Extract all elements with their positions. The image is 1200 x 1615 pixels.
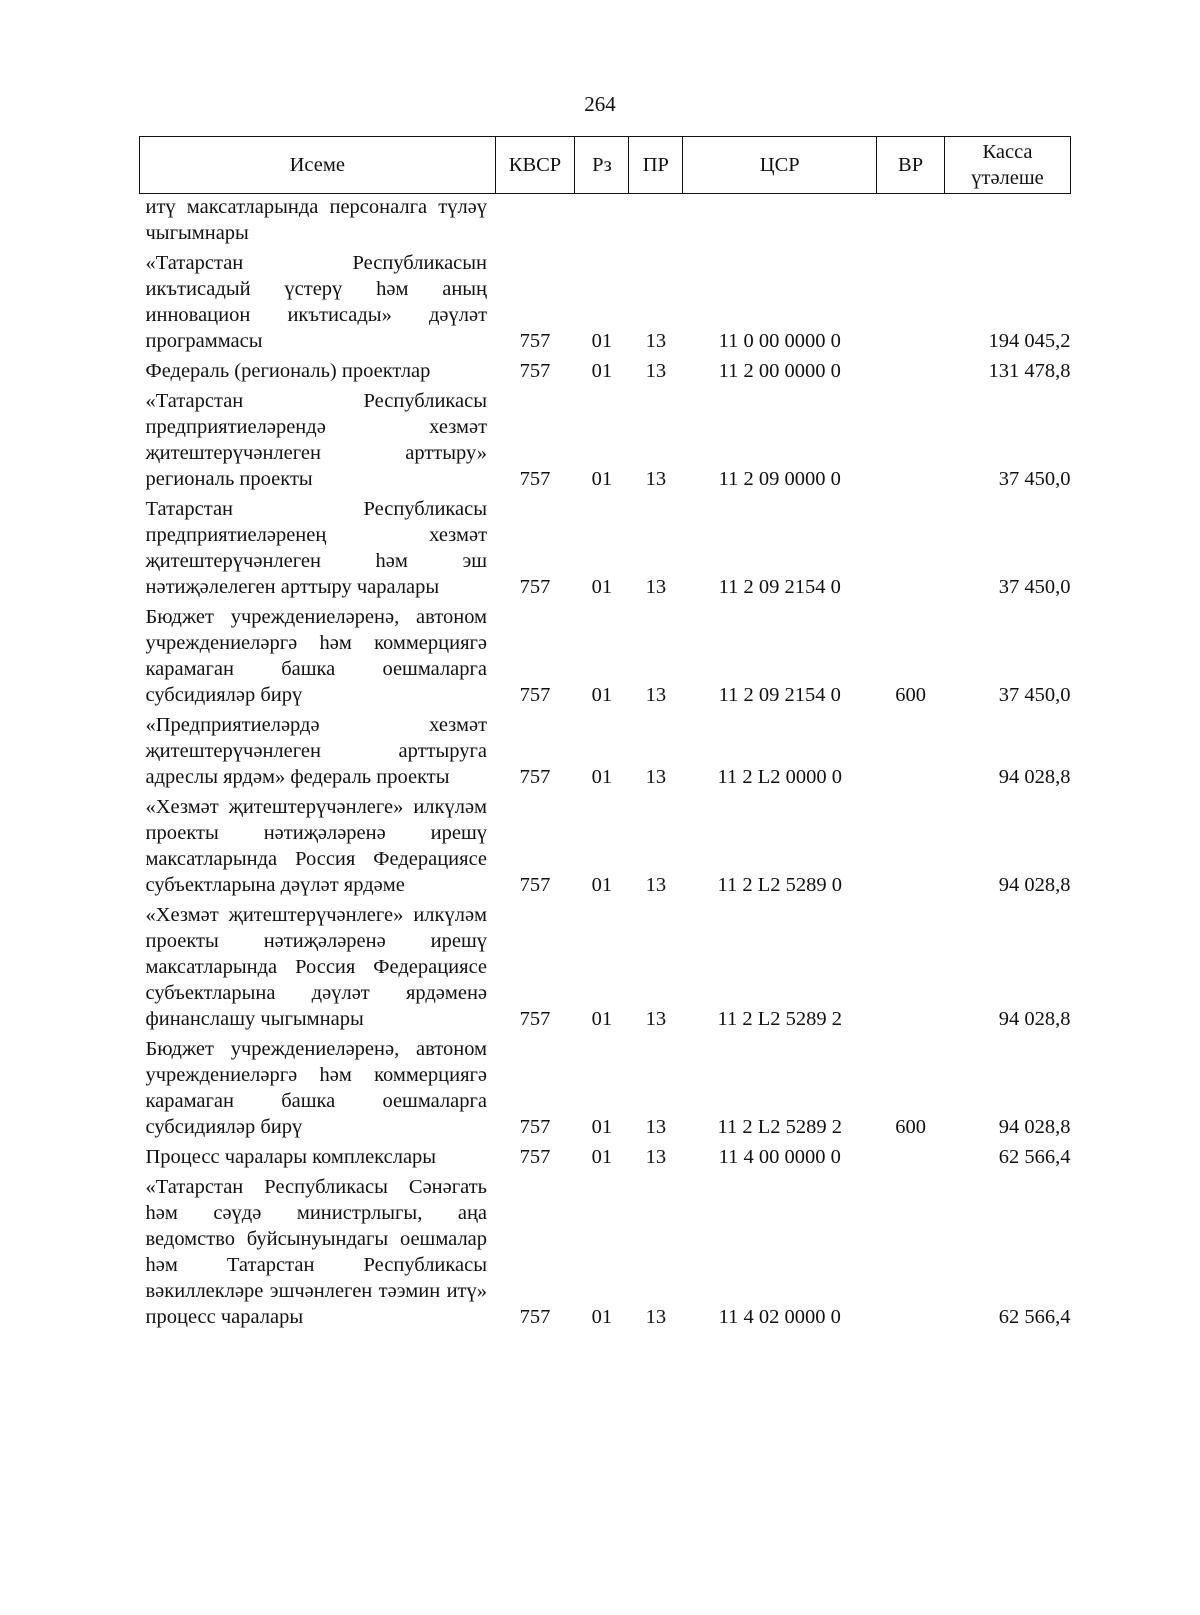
row-name: Федераль (региональ) проектлар [145,360,431,382]
row-pr: 13 [645,576,667,598]
row-name: «Татарстан Республикасын икътисадый үстерү һәм аның инновацион икътисады» дәүләт программасы [145,252,488,352]
row-kvsr: 757 [519,874,551,896]
row-csr: 11 4 00 0000 0 [718,1146,841,1168]
row-pr: 13 [645,1306,667,1328]
row-pr: 13 [645,330,667,352]
row-kvsr: 757 [519,1116,551,1138]
row-amount: 62 566,4 [998,1146,1071,1168]
row-amount: 194 045,2 [988,330,1071,352]
row-rz: 01 [591,766,613,788]
header-vr: ВР [877,137,945,194]
row-pr: 13 [645,1008,667,1030]
row-rz: 01 [591,1306,613,1328]
budget-table [139,136,1071,1334]
row-csr: 11 2 L2 5289 2 [717,1008,842,1030]
table-row [140,388,1071,496]
row-amount: 62 566,4 [998,1306,1071,1328]
row-amount: 37 450,0 [998,684,1071,706]
row-csr: 11 2 09 2154 0 [718,684,841,706]
table-row [140,1036,1071,1144]
row-csr: 11 2 L2 5289 2 [717,1116,842,1138]
row-csr: 11 2 L2 0000 0 [717,766,842,788]
row-vr: 600 [895,1116,926,1138]
row-name: Бюджет учреждениеләренә, автоном учреждениеләргә һәм коммерциягә карамаган башка оешмаларга субсидияләр бирү [145,606,488,706]
table-header [140,137,1071,194]
row-kvsr: 757 [519,576,551,598]
row-pr: 13 [645,684,667,706]
row-pr: 13 [645,766,667,788]
table-row [140,496,1071,604]
row-amount: 37 450,0 [998,576,1071,598]
row-csr: 11 2 09 0000 0 [718,468,841,490]
row-kvsr: 757 [519,468,551,490]
row-vr [877,794,945,902]
table-row [140,1144,1071,1174]
table-row [140,902,1071,1036]
page-number: 264 [584,92,616,116]
row-name: Татарстан Республикасы предприятиеләренең хезмәт җитештерүчәнлеген һәм эш нәтиҗәлелеген арттыру чаралары [145,498,488,598]
row-csr: 11 2 00 0000 0 [718,360,841,382]
row-rz: 01 [591,360,613,382]
row-amount: 37 450,0 [998,468,1071,490]
row-csr: 11 0 00 0000 0 [718,330,841,352]
row-rz: 01 [591,1116,613,1138]
row-vr [877,194,945,251]
row-rz: 01 [591,576,613,598]
table-body [140,194,1071,1335]
row-vr: 600 [895,684,926,706]
row-vr [877,712,945,794]
row-rz: 01 [591,684,613,706]
row-rz: 01 [591,1146,613,1168]
row-kvsr: 757 [519,1146,551,1168]
table-row [140,1174,1071,1334]
row-vr [877,496,945,604]
row-name: «Татарстан Республикасы Сәнәгать һәм сәүдә министрлыгы, аңа ведомство буйсынуындагы оешмалар һәм Татарстан Республикасы вәкиллекләре эшчәнлеген тәэмин итү» процесс чаралары [145,1176,488,1328]
row-name: «Татарстан Республикасы предприятиеләрендә хезмәт җитештерүчәнлеген арттыру» региональ проекты [145,390,488,490]
row-pr: 13 [645,1116,667,1138]
row-amount: 94 028,8 [998,766,1071,788]
row-vr [877,902,945,1036]
row-pr: 13 [645,874,667,896]
row-csr: 11 2 09 2154 0 [718,576,841,598]
table-row [140,358,1071,388]
table-row [140,604,1071,712]
row-pr [629,194,683,251]
row-rz [575,194,629,251]
header-kvsr: КВСР [495,137,575,194]
row-name: «Предприятиеләрдә хезмәт җитештерүчәнлеген арттыруга адреслы ярдәм» федераль проекты [145,714,488,788]
row-vr [877,1144,945,1174]
header-name: Исеме [140,137,496,194]
row-amount: 131 478,8 [988,360,1071,382]
row-amount: 94 028,8 [998,874,1071,896]
row-name: «Хезмәт җитештерүчәнлеге» илкүләм проекты нәтиҗәләренә ирешү максатларында Россия Федерациясе субъектларына дәүләт ярдәменә финанслашу чыгымнары [145,904,488,1030]
row-vr [877,1174,945,1334]
row-kvsr: 757 [519,1306,551,1328]
row-vr [877,358,945,388]
row-rz: 01 [591,874,613,896]
row-rz: 01 [591,330,613,352]
row-rz: 01 [591,1008,613,1030]
row-name: итү максатларында персоналга түләү чыгымнары [145,196,488,244]
table-row [140,712,1071,794]
row-name: Процесс чаралары комплекслары [145,1146,437,1168]
row-name: Бюджет учреждениеләренә, автоном учреждениеләргә һәм коммерциягә карамаган башка оешмаларга субсидияләр бирү [145,1038,488,1138]
row-name: «Хезмәт җитештерүчәнлеге» илкүләм проекты нәтиҗәләренә ирешү максатларында Россия Федерациясе субъектларына дәүләт ярдәме [145,796,488,896]
row-kvsr: 757 [519,1008,551,1030]
row-pr: 13 [645,468,667,490]
row-csr: 11 2 L2 5289 0 [717,874,842,896]
row-pr: 13 [645,1146,667,1168]
row-kvsr: 757 [519,330,551,352]
row-kvsr: 757 [519,360,551,382]
table-row [140,250,1071,358]
header-amount: Касса үтәлеше [945,137,1071,194]
row-amount: 94 028,8 [998,1008,1071,1030]
row-vr [877,250,945,358]
row-csr [683,194,877,251]
header-rz: Рз [575,137,629,194]
row-kvsr [495,194,575,251]
row-vr [877,388,945,496]
header-csr: ЦСР [683,137,877,194]
row-pr: 13 [645,360,667,382]
table-row [140,794,1071,902]
header-pr: ПР [629,137,683,194]
row-rz: 01 [591,468,613,490]
row-csr: 11 4 02 0000 0 [718,1306,841,1328]
table-row [140,194,1071,251]
row-kvsr: 757 [519,684,551,706]
row-amount: 94 028,8 [998,1116,1071,1138]
row-kvsr: 757 [519,766,551,788]
row-amount [945,194,1071,251]
